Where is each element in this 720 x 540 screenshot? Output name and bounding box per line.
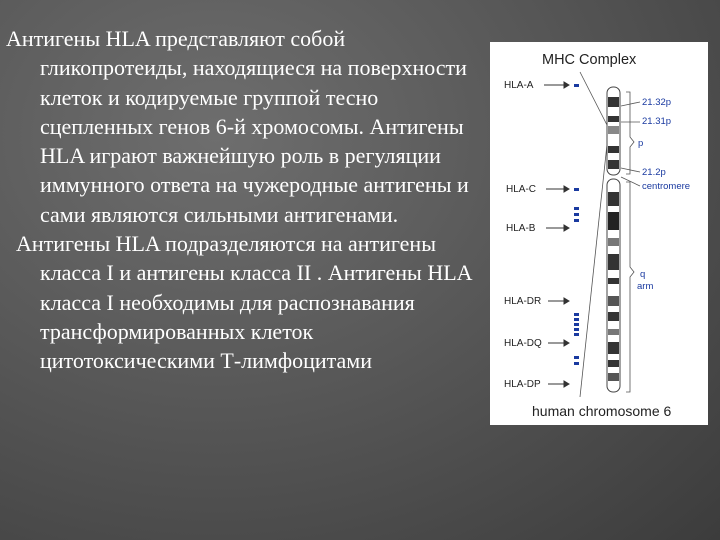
chromosome-band — [608, 160, 619, 169]
figure-caption: human chromosome 6 — [532, 403, 672, 419]
band-label-21-31p: 21.31p — [642, 116, 672, 127]
arrowhead-icon — [564, 82, 569, 88]
chromosome-band — [608, 254, 619, 270]
gene-label-hla-dr: HLA-DR — [504, 296, 542, 307]
chromosome-band — [608, 116, 619, 122]
gene-marker-hla-dr — [574, 333, 579, 336]
chromosome-band — [608, 238, 619, 246]
band-label-q: q — [640, 269, 646, 280]
chromosome-band — [608, 296, 619, 306]
band-leader-line — [621, 168, 640, 172]
gene-marker-hla-c — [574, 188, 579, 191]
gene-label-hla-b: HLA-B — [506, 223, 536, 234]
gene-label-hla-c: HLA-C — [506, 184, 537, 195]
mhc-chromosome-figure — [490, 42, 708, 425]
chromosome-band — [608, 278, 619, 284]
arrowhead-icon — [564, 340, 569, 346]
figure-title: MHC Complex — [542, 52, 637, 68]
gene-marker-hla-dr — [574, 313, 579, 316]
gene-marker-hla-a — [574, 84, 579, 87]
chromosome-band — [608, 97, 619, 107]
gene-marker-hla-b — [574, 213, 579, 216]
gene-marker-hla-dr — [574, 323, 579, 326]
q-arm-brace — [626, 182, 634, 392]
chromosome-band — [608, 312, 619, 321]
gene-label-hla-dq: HLA-DQ — [504, 338, 542, 349]
arrowhead-icon — [564, 381, 569, 387]
arrowhead-icon — [564, 186, 569, 192]
band-label-21-2p: 21.2p — [642, 167, 666, 178]
gene-marker-hla-b — [574, 207, 579, 210]
gene-marker-hla-b — [574, 219, 579, 222]
paragraph-hla-classes: Антигены HLA подразделяются на антигены класса I и антигены класса II . Антигены HLA класса I необходимы для распознавания трансформированных клеток цитотоксическими Т-лимфоцитами — [16, 231, 472, 374]
gene-marker-hla-dr — [574, 318, 579, 321]
expansion-line — [580, 135, 608, 397]
band-leader-line — [621, 177, 640, 186]
chromosome-band — [608, 192, 619, 206]
chromosome-band — [608, 360, 619, 367]
chromosome-band — [608, 212, 619, 230]
chromosome-band — [608, 146, 619, 153]
band-label-21-32p: 21.32p — [642, 97, 672, 108]
band-label-centromere: centromere — [642, 181, 691, 192]
band-label-arm: arm — [637, 281, 654, 292]
chromosome-band — [608, 373, 619, 381]
gene-label-hla-a: HLA-A — [504, 80, 534, 91]
paragraph-hla-definition: Антигены HLA представляют собой гликопротеиды, находящиеся на поверхности клеток и кодируемые группой тесно сцепленных генов 6-й хромосомы. Антигены HLA играют важнейшую роль в регуляции иммунного ответа на чужеродные антигены и сами являются сильными антигенами. — [6, 26, 469, 227]
chromosome-band — [608, 126, 619, 134]
gene-label-hla-dp: HLA-DP — [504, 379, 541, 390]
expansion-line — [580, 72, 608, 127]
band-leader-line — [621, 102, 640, 106]
gene-marker-hla-dq — [574, 356, 579, 359]
gene-marker-hla-dr — [574, 328, 579, 331]
slide-text-block — [6, 24, 484, 376]
gene-marker-hla-dp — [574, 362, 579, 365]
arrowhead-icon — [564, 225, 569, 231]
band-label-p: p — [638, 138, 644, 149]
arrowhead-icon — [564, 298, 569, 304]
chromosome-diagram — [490, 42, 708, 425]
chromosome-band — [608, 342, 619, 354]
chromosome-6 — [607, 87, 620, 392]
chromosome-band — [608, 329, 619, 335]
